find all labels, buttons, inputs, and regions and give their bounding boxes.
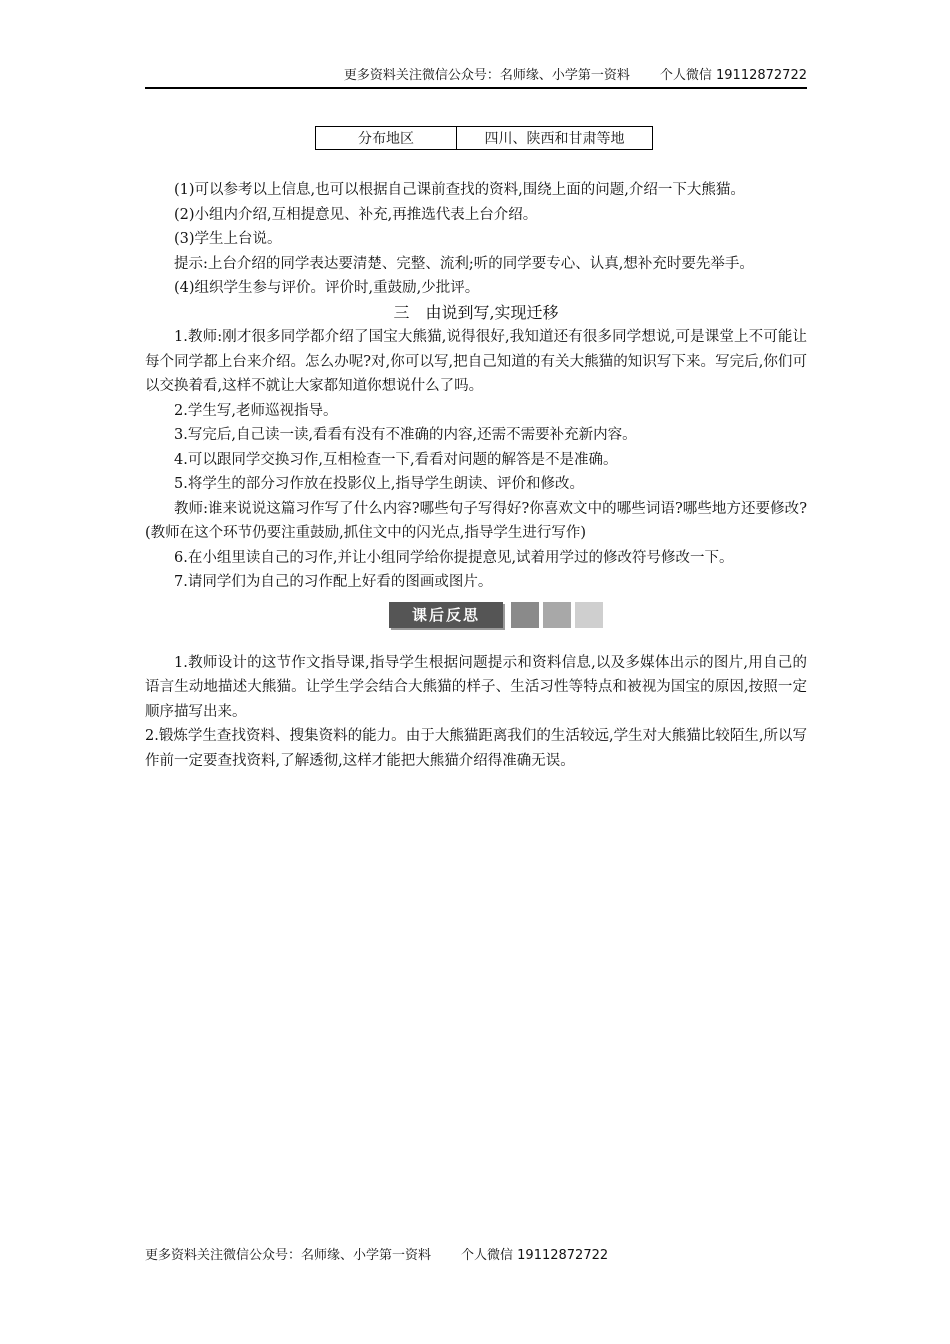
document-body [145,178,807,773]
paragraph: 5.将学生的部分习作放在投影仪上,指导学生朗读、评价和修改。 [174,476,584,492]
table-row [316,127,653,150]
banner-label: 课后反思 [389,602,503,628]
banner-decor-square [575,602,603,628]
banner-decor-square [511,602,539,628]
section-heading: 三 由说到写,实现迁移 [393,302,559,322]
page-footer [145,1248,608,1264]
paragraph: 3.写完后,自己读一读,看看有没有不准确的内容,还需不需要补充新内容。 [174,427,637,443]
header-contact: 个人微信 19112872722 [659,68,807,83]
paragraph: (3)学生上台说。 [174,231,282,247]
table-value-cell: 四川、陕西和甘肃等地 [457,127,653,150]
paragraph: 1.教师:刚才很多同学都介绍了国宝大熊猫,说得很好,我知道还有很多同学想说,可是课堂上不可能让每个同学都上台来介绍。怎么办呢?对,你可以写,把自己知道的有关大熊猫的知识写下来。写完后,你们可以交换着看,这样不就让大家都知道你想说什么了吗。 [145,329,807,394]
reflection-banner [389,601,807,629]
reflection-paragraph: 1.教师设计的这节作文指导课,指导学生根据问题提示和资料信息,以及多媒体出示的图片,用自己的语言生动地描述大熊猫。让学生学会结合大熊猫的样子、生活习性等特点和被视为国宝的原因,按照一定顺序描写出来。 [145,654,807,720]
paragraph: 2.学生写,老师巡视指导。 [174,402,338,419]
paragraph: (2)小组内介绍,互相提意见、补充,再推选代表上台介绍。 [174,206,538,223]
header-text: 更多资料关注微信公众号：名师缘、小学第一资料 [343,68,630,83]
paragraph: 教师:谁来说说这篇习作写了什么内容?哪些句子写得好?你喜欢文中的哪些词语?哪些地方还要修改?(教师在这个环节仍要注重鼓励,抓住文中的闪光点,指导学生进行写作) [145,500,807,541]
paragraph: 4.可以跟同学交换习作,互相检查一下,看看对问题的解答是不是准确。 [174,451,618,468]
info-table [315,126,653,150]
banner-decor-square [543,602,571,628]
paragraph: 7.请同学们为自己的习作配上好看的图画或图片。 [174,574,493,590]
table-key-cell: 分布地区 [316,127,457,150]
footer-text: 更多资料关注微信公众号：名师缘、小学第一资料 [145,1248,432,1263]
paragraph: 6.在小组里读自己的习作,并让小组同学给你提提意见,试着用学过的修改符号修改一下。 [174,549,734,566]
paragraph: (4)组织学生参与评价。评价时,重鼓励,少批评。 [174,280,480,296]
page-header [145,68,807,89]
paragraph: (1)可以参考以上信息,也可以根据自己课前查找的资料,围绕上面的问题,介绍一下大熊猫。 [174,182,745,198]
reflection-paragraph: 2.锻炼学生查找资料、搜集资料的能力。由于大熊猫距离我们的生活较远,学生对大熊猫比较陌生,所以写作前一定要查找资料,了解透彻,这样才能把大熊猫介绍得准确无误。 [145,728,807,769]
paragraph: 提示:上台介绍的同学表达要清楚、完整、流利;听的同学要专心、认真,想补充时要先举手。 [174,255,754,272]
footer-contact: 个人微信 19112872722 [461,1248,609,1263]
